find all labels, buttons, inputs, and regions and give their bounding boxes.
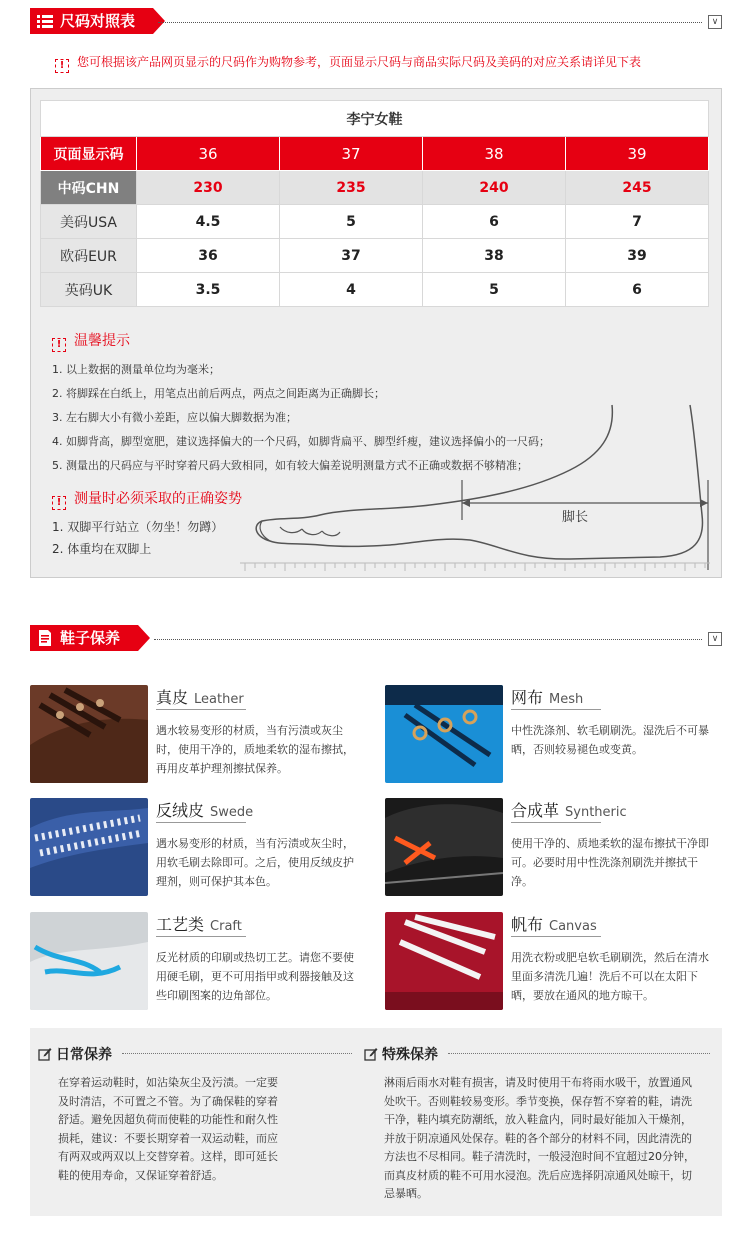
divider	[511, 709, 601, 710]
care-desc: 使用干净的、质地柔软的湿布擦拭干净即可。必要时用中性洗涤剂刷洗并擦拭干净。	[511, 837, 709, 888]
divider	[511, 822, 601, 823]
posture-block	[52, 488, 242, 560]
leather-shoe-image	[30, 685, 148, 783]
care-item-mesh	[385, 685, 725, 785]
size-section-tag	[30, 8, 153, 34]
suede-shoe-image	[30, 798, 148, 896]
daily-care-text: 在穿着运动鞋时，如沾染灰尘及污渍。一定要及时清洁，不可置之不管。为了确保鞋的穿着舒适。避免因超负荷而使鞋的功能性和耐久性损耗，建议：不要长期穿着一双运动鞋，而应有两双或两双以上交替穿着。这样，即可延长鞋的使用寿命，又保证穿着舒适。	[58, 1076, 278, 1182]
care-item-swede	[30, 798, 370, 898]
divider	[156, 936, 246, 937]
posture-item: 1. 双脚平行站立（勿坐！勿蹲）	[52, 520, 224, 534]
table-row	[41, 205, 709, 239]
tip-item: 2. 将脚踩在白纸上，用笔点出前后两点，两点之间距离为正确脚长；	[52, 387, 385, 400]
table-cell: 5	[280, 205, 423, 239]
care-name-en: Canvas	[549, 919, 597, 934]
foot-length-label: 脚长	[561, 510, 589, 525]
care-name	[156, 912, 242, 935]
care-name-cn: 真皮	[156, 688, 189, 707]
size-table	[40, 100, 709, 307]
table-cell: 37	[280, 137, 423, 171]
table-title-row	[41, 101, 709, 137]
divider	[156, 709, 246, 710]
care-name	[156, 798, 253, 821]
care-section-title: 鞋子保养	[60, 629, 121, 647]
table-row	[41, 171, 709, 205]
posture-title: 测量时必须采取的正确姿势	[74, 491, 242, 507]
table-cell: 36	[137, 239, 280, 273]
posture-heading	[52, 488, 242, 510]
care-name	[511, 685, 583, 708]
daily-care-heading	[38, 1044, 112, 1064]
edit-icon	[38, 1047, 52, 1061]
row-label: 欧码EUR	[41, 239, 137, 273]
row-label: 页面显示码	[41, 137, 137, 171]
table-row	[41, 137, 709, 171]
table-row	[41, 239, 709, 273]
care-desc: 中性洗涤剂、软毛刷刷洗。湿洗后不可暴晒，否则较易褪色或变黄。	[511, 724, 709, 756]
table-cell: 38	[423, 239, 566, 273]
care-desc: 反光材质的印刷或热切工艺。请您不要使用硬毛刷，更不可用指甲或利器接触及这些印刷图案的边角部位。	[156, 951, 354, 1002]
care-name-en: Swede	[210, 805, 254, 820]
care-section-header	[30, 625, 722, 651]
care-name-cn: 帆布	[511, 915, 544, 934]
table-cell: 6	[423, 205, 566, 239]
chevron-down-icon[interactable]: ∨	[708, 632, 722, 646]
dotted-divider	[154, 639, 702, 640]
care-name-cn: 网布	[511, 688, 544, 707]
table-cell: 39	[566, 239, 709, 273]
care-name	[511, 798, 627, 821]
alert-icon: !	[55, 59, 69, 73]
table-cell: 7	[566, 205, 709, 239]
care-name-cn: 合成革	[511, 801, 560, 820]
dotted-divider	[158, 22, 702, 23]
care-name-en: Syntheric	[565, 805, 627, 820]
care-name	[156, 685, 244, 708]
size-section-title: 尺码对照表	[60, 12, 136, 30]
care-name-en: Leather	[194, 692, 244, 707]
special-care-title-wrap	[364, 1047, 438, 1063]
divider	[511, 936, 601, 937]
tips-heading	[52, 330, 672, 352]
care-name-en: Craft	[210, 919, 242, 934]
list-icon	[36, 12, 54, 30]
row-label: 英码UK	[41, 273, 137, 307]
care-desc: 用洗衣粉或肥皂软毛刷刷洗，然后在清水里面多清洗几遍！洗后不可以在太阳下晒，要放在通风的地方晾干。	[511, 951, 709, 1002]
size-section-header	[30, 8, 722, 34]
table-cell: 3.5	[137, 273, 280, 307]
special-care-title: 特殊保养	[382, 1047, 438, 1063]
row-label: 中码CHN	[41, 171, 137, 205]
craft-shoe-image	[30, 912, 148, 1010]
tip-item: 5. 测量出的尺码应与平时穿着尺码大致相同，如有较大偏差说明测量方式不正确或数据不够精准；	[52, 459, 528, 472]
synthetic-shoe-image	[385, 798, 503, 896]
mesh-shoe-image	[385, 685, 503, 783]
table-cell: 36	[137, 137, 280, 171]
size-notice	[55, 53, 641, 73]
edit-icon	[364, 1047, 378, 1061]
table-row	[41, 273, 709, 307]
care-item-craft	[30, 912, 370, 1012]
care-item-leather	[30, 685, 370, 785]
table-cell: 245	[566, 171, 709, 205]
care-name-cn: 工艺类	[156, 915, 205, 934]
care-section-tag	[30, 625, 138, 651]
canvas-shoe-image	[385, 912, 503, 1010]
maintenance-panel	[30, 1028, 722, 1216]
tip-item: 3. 左右脚大小有微小差距，应以偏大脚数据为准；	[52, 411, 297, 424]
document-icon	[36, 629, 54, 647]
table-cell: 38	[423, 137, 566, 171]
tip-item: 1. 以上数据的测量单位均为毫米；	[52, 363, 220, 376]
care-item-canvas	[385, 912, 725, 1012]
care-name	[511, 912, 597, 935]
special-care-heading	[364, 1044, 438, 1064]
table-cell: 240	[423, 171, 566, 205]
table-cell: 39	[566, 137, 709, 171]
tips-block	[52, 330, 672, 478]
alert-icon: !	[52, 338, 66, 352]
care-desc: 遇水较易变形的材质，当有污渍或灰尘时，使用干净的，质地柔软的湿布擦拭，再用皮革护理剂擦拭保养。	[156, 724, 354, 775]
care-name-en: Mesh	[549, 692, 584, 707]
special-care-text: 淋雨后雨水对鞋有损害，请及时使用干布将雨水吸干，放置通风处吹干。否则鞋较易变形。季节变换，保存暂不穿着的鞋，请洗干净，鞋内填充防潮纸，放入鞋盒内，同时最好能加入干燥剂，并放于阴凉通风处保存。鞋的各个部分的材料不同，因此清洗的方法也不尽相同。鞋子清洗时，一般浸泡时间不宜超过20分钟，而真皮材质的鞋不可用水浸泡。洗后应选择阴凉通风处晾干，切忌暴晒。	[384, 1076, 695, 1200]
table-cell: 4.5	[137, 205, 280, 239]
dotted-divider	[448, 1053, 710, 1054]
divider	[156, 822, 246, 823]
daily-care-title: 日常保养	[56, 1047, 112, 1063]
tip-item: 4. 如脚背高，脚型宽肥，建议选择偏大的一个尺码，如脚背扁平、脚型纤瘦，建议选择偏小的一尺码；	[52, 435, 550, 448]
dotted-divider	[122, 1053, 352, 1054]
chevron-down-icon[interactable]: ∨	[708, 15, 722, 29]
table-cell: 4	[280, 273, 423, 307]
table-cell: 5	[423, 273, 566, 307]
row-label: 美码USA	[41, 205, 137, 239]
posture-item: 2. 体重均在双脚上	[52, 542, 152, 556]
table-cell: 37	[280, 239, 423, 273]
alert-icon: !	[52, 496, 66, 510]
table-cell: 235	[280, 171, 423, 205]
care-name-cn: 反绒皮	[156, 801, 205, 820]
daily-care-title-wrap	[38, 1047, 112, 1063]
table-cell: 6	[566, 273, 709, 307]
tips-title: 温馨提示	[74, 333, 130, 349]
care-desc: 遇水易变形的材质，当有污渍或灰尘时，用软毛刷去除即可。之后，使用反绒皮护理剂，则可保护其本色。	[156, 837, 354, 888]
care-item-syntheric	[385, 798, 725, 898]
table-title: 李宁女鞋	[41, 101, 709, 137]
size-notice-text: 您可根据该产品网页显示的尺码作为购物参考，页面显示尺码与商品实际尺码及美码的对应关系请详见下表	[77, 55, 642, 69]
table-cell: 230	[137, 171, 280, 205]
